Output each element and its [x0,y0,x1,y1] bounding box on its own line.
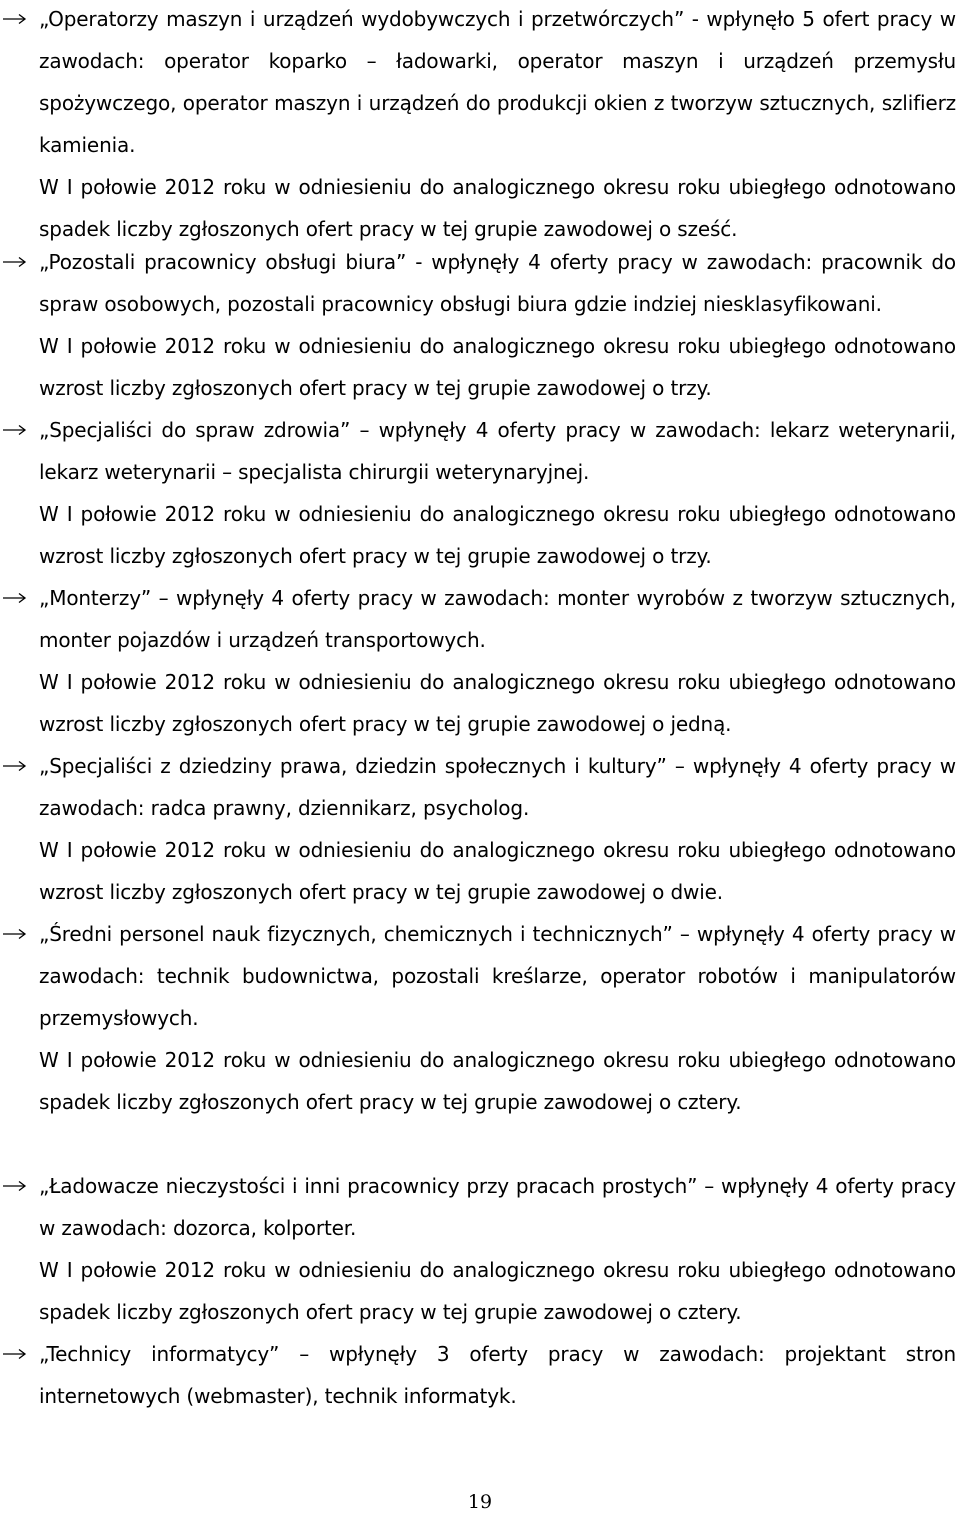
list-item [0,1165,960,1333]
year-comparison-note: W I połowie 2012 roku w odniesieniu do analogicznego okresu roku ubiegłego odnotowano wzrost liczby zgłoszonych ofert pracy w tej grupie zawodowej o jedną. [39,670,956,736]
offer-description: „Średni personel nauk fizycznych, chemicznych i technicznych” – wpłynęły 4 oferty pracy w zawodach: technik budownictwa, pozostali kreślarze, operator robotów i manipulatorów przemysłowych. [39,922,956,1030]
year-comparison-note: W I połowie 2012 roku w odniesieniu do analogicznego okresu roku ubiegłego odnotowano wzrost liczby zgłoszonych ofert pracy w tej grupie zawodowej o trzy. [39,334,956,400]
right-arrow-icon [2,409,32,451]
offer-description: „Technicy informatycy” – wpłynęły 3 oferty pracy w zawodach: projektant stron internetowych (webmaster), technik informatyk. [39,1342,956,1408]
list-item [0,1333,960,1417]
right-arrow-icon [2,241,32,283]
page-number: 19 [467,1491,493,1513]
offer-description: „Monterzy” – wpłynęły 4 oferty pracy w zawodach: monter wyrobów z tworzyw sztucznych, monter pojazdów i urządzeń transportowych. [39,586,956,652]
right-arrow-icon [2,745,32,787]
year-comparison-note: W I połowie 2012 roku w odniesieniu do analogicznego okresu roku ubiegłego odnotowano spadek liczby zgłoszonych ofert pracy w tej grupie zawodowej o sześć. [39,175,956,241]
list-item [0,913,960,1123]
offer-description: „Ładowacze nieczystości i inni pracownicy przy pracach prostych” – wpłynęły 4 oferty pracy w zawodach: dozorca, kolporter. [39,1174,956,1240]
list-item [0,0,960,250]
right-arrow-icon [2,577,32,619]
offer-description: „Specjaliści z dziedziny prawa, dziedzin społecznych i kultury” – wpłynęły 4 oferty pracy w zawodach: radca prawny, dziennikarz, psycholog. [39,754,956,820]
list-item [0,409,960,577]
offer-description: „Operatorzy maszyn i urządzeń wydobywczych i przetwórczych” - wpłynęło 5 ofert pracy w zawodach: operator koparko – ładowarki, operator maszyn i urządzeń przemysłu spożywczego, operator maszyn i urządzeń do produkcji okien z tworzyw sztucznych, szlifierz kamienia. [39,7,956,157]
list-item [0,745,960,913]
right-arrow-icon [2,913,32,955]
offer-description: „Specjaliści do spraw zdrowia” – wpłynęły 4 oferty pracy w zawodach: lekarz weterynarii, lekarz weterynarii – specjalista chirurgii weterynaryjnej. [39,418,956,484]
year-comparison-note: W I połowie 2012 roku w odniesieniu do analogicznego okresu roku ubiegłego odnotowano wzrost liczby zgłoszonych ofert pracy w tej grupie zawodowej o dwie. [39,838,956,904]
year-comparison-note: W I połowie 2012 roku w odniesieniu do analogicznego okresu roku ubiegłego odnotowano spadek liczby zgłoszonych ofert pracy w tej grupie zawodowej o cztery. [39,1048,956,1114]
list-item [0,577,960,745]
right-arrow-icon [2,1165,32,1207]
year-comparison-note: W I połowie 2012 roku w odniesieniu do analogicznego okresu roku ubiegłego odnotowano spadek liczby zgłoszonych ofert pracy w tej grupie zawodowej o cztery. [39,1258,956,1324]
right-arrow-icon [2,1333,32,1375]
year-comparison-note: W I połowie 2012 roku w odniesieniu do analogicznego okresu roku ubiegłego odnotowano wzrost liczby zgłoszonych ofert pracy w tej grupie zawodowej o trzy. [39,502,956,568]
right-arrow-icon [2,0,32,40]
offer-description: „Pozostali pracownicy obsługi biura” - wpłynęły 4 oferty pracy w zawodach: pracownik do spraw osobowych, pozostali pracownicy obsługi biura gdzie indziej niesklasyfikowani. [39,250,956,316]
list-item [0,241,960,409]
